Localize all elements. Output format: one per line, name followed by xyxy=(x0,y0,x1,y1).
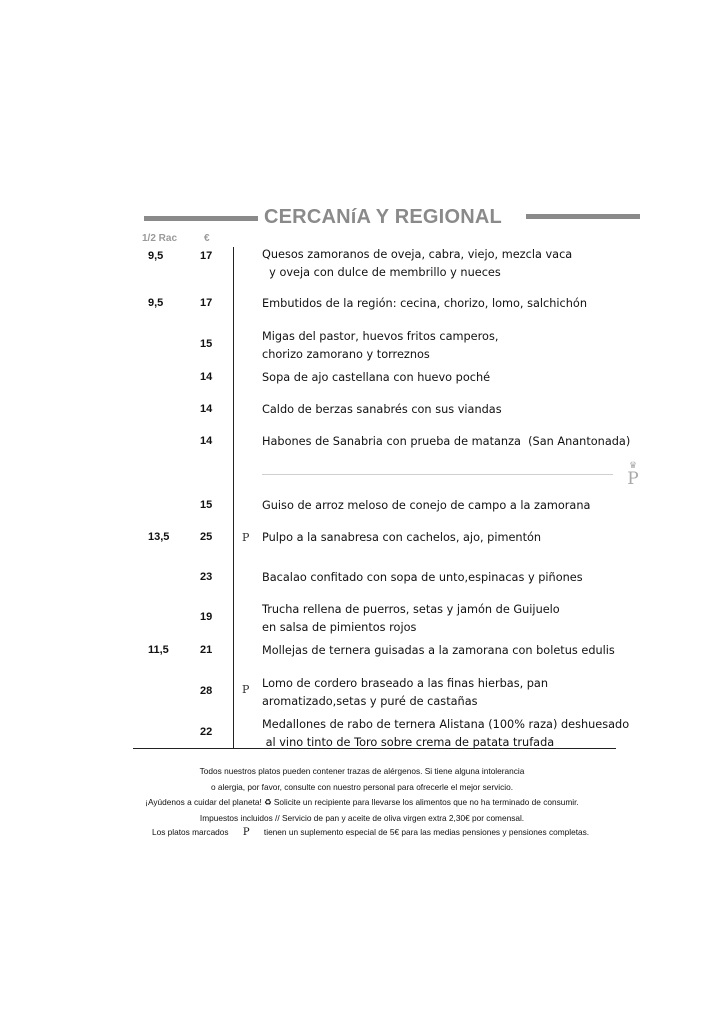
full-portion-price: 14 xyxy=(200,435,213,447)
full-portion-price: 15 xyxy=(200,499,213,511)
dish-description-line: Mollejas de ternera guisadas a la zamorana con boletus edulis xyxy=(262,644,615,657)
dish-description-line: Medallones de rabo de ternera Alistana (100% raza) deshuesado xyxy=(262,718,630,731)
dish-description xyxy=(262,295,622,313)
menu-item xyxy=(0,642,724,660)
supplement-mark-icon: P xyxy=(242,531,250,544)
menu-item xyxy=(0,369,724,387)
dish-description-line: Quesos zamoranos de oveja, cabra, viejo, mezcla vaca xyxy=(262,248,573,261)
footer-taxes: Impuestos incluidos // Servicio de pan y aceite de oliva virgen extra 2,30€ por comensal. xyxy=(199,813,525,823)
brand-logo-icon: ♛ P xyxy=(627,461,639,489)
supplement-mark-icon: P xyxy=(242,683,250,696)
footer-supplement xyxy=(152,827,589,838)
menu-item xyxy=(0,433,724,451)
half-portion-price: 9,5 xyxy=(148,250,164,262)
full-portion-price: 25 xyxy=(200,531,213,543)
dish-description-line: Sopa de ajo castellana con huevo poché xyxy=(262,371,491,384)
menu-item xyxy=(0,401,724,419)
full-portion-price: 15 xyxy=(200,338,213,350)
dish-description xyxy=(262,642,622,660)
footer-allergen-notice: Todos nuestros platos pueden contener trazas de alérgenos. Si tiene alguna intolerancia xyxy=(199,766,525,776)
dish-description xyxy=(262,401,622,419)
dish-description-line: Migas del pastor, huevos fritos camperos, xyxy=(262,330,499,343)
dish-description-line: Guiso de arroz meloso de conejo de campo a la zamorana xyxy=(262,499,591,512)
full-portion-price: 23 xyxy=(200,571,213,583)
full-portion-price: 14 xyxy=(200,403,213,415)
section-title: CERCANíA Y REGIONAL xyxy=(264,206,502,228)
dish-description xyxy=(262,497,622,515)
dish-description-line: Habones de Sanabria con prueba de matanza (San Anantonada) xyxy=(262,435,631,448)
dish-description xyxy=(262,369,622,387)
dish-description-line: Lomo de cordero braseado a las finas hierbas, pan xyxy=(262,677,549,690)
dish-description xyxy=(262,716,630,752)
menu-item xyxy=(0,529,724,547)
dish-description xyxy=(262,433,631,451)
half-portion-price: 11,5 xyxy=(148,644,169,656)
section-separator xyxy=(262,474,613,475)
dish-description-line: Caldo de berzas sanabrés con sus viandas xyxy=(262,403,502,416)
half-portion-price: 13,5 xyxy=(148,531,170,543)
footer-supplement-suffix: tienen un suplemento especial de 5€ para las medias pensiones y pensiones completas. xyxy=(263,827,590,837)
menu-item xyxy=(0,601,724,637)
full-portion-price: 22 xyxy=(200,726,213,738)
menu-item xyxy=(0,716,724,752)
full-portion-price: 17 xyxy=(200,250,213,262)
full-portion-price: 19 xyxy=(200,611,213,623)
dish-description-line: y oveja con dulce de membrillo y nueces xyxy=(262,266,501,279)
footer-supplement-prefix: Los platos marcados xyxy=(152,827,229,837)
dish-description-line: aromatizado,setas y puré de castañas xyxy=(262,695,478,708)
menu-item xyxy=(0,569,724,587)
dish-description-line: en salsa de pimientos rojos xyxy=(262,621,417,634)
dish-description xyxy=(262,246,622,282)
full-portion-price: 28 xyxy=(200,685,213,697)
dish-description xyxy=(262,601,622,637)
title-rule-right xyxy=(526,214,640,219)
menu-item xyxy=(0,675,724,711)
supplement-mark-icon: P xyxy=(242,827,250,838)
dish-description xyxy=(262,675,622,711)
dish-description-line: chorizo zamorano y torreznos xyxy=(262,348,430,361)
menu-item xyxy=(0,497,724,515)
dish-description xyxy=(262,328,622,364)
dish-description-line: Embutidos de la región: cecina, chorizo, lomo, salchichón xyxy=(262,297,588,310)
column-header-half: 1/2 Rac xyxy=(142,233,178,244)
footer-planet-notice: ¡Ayúdenos a cuidar del planeta! ♻ Solicite un recipiente para llevarse los alimentos que no ha terminado de consumir. xyxy=(145,797,579,807)
full-portion-price: 14 xyxy=(200,371,213,383)
dish-description-line: Trucha rellena de puerros, setas y jamón de Guijuelo xyxy=(262,603,560,616)
half-portion-price: 9,5 xyxy=(148,297,164,309)
dish-description-line: Bacalao confitado con sopa de unto,espinacas y piñones xyxy=(262,571,583,584)
column-header-full: € xyxy=(204,233,210,244)
dish-description xyxy=(262,569,622,587)
full-portion-price: 17 xyxy=(200,297,213,309)
dish-description-line: al vino tinto de Toro sobre crema de patata trufada xyxy=(262,736,555,749)
dish-description xyxy=(262,529,622,547)
full-portion-price: 21 xyxy=(200,644,213,656)
title-rule-left xyxy=(144,216,258,221)
menu-item xyxy=(0,295,724,313)
dish-description-line: Pulpo a la sanabresa con cachelos, ajo, pimentón xyxy=(262,531,542,544)
menu-item xyxy=(0,328,724,364)
footer-allergen-contact: o alergia, por favor, consulte con nuestro personal para ofrecerle el mejor servicio. xyxy=(210,782,514,792)
menu-item xyxy=(0,246,724,282)
